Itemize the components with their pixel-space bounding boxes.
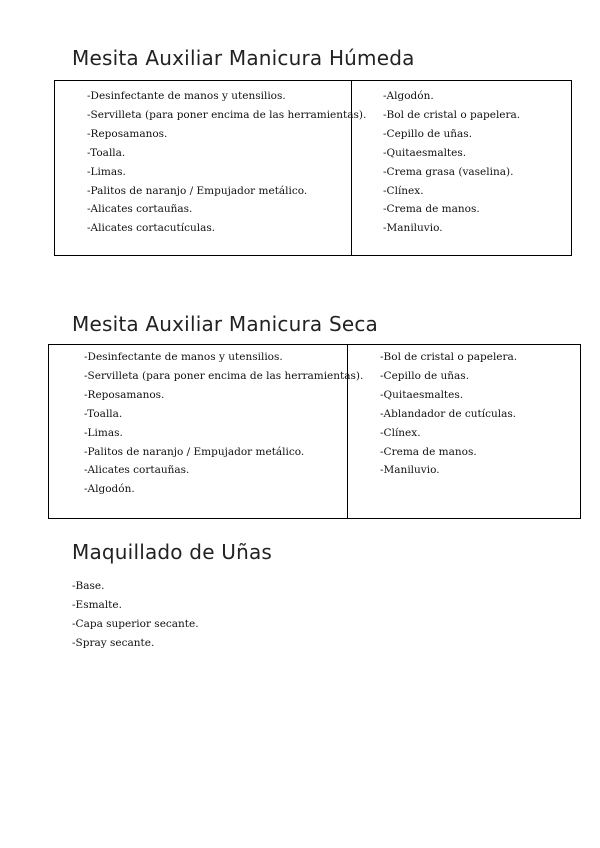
list-item: -Maniluvio.	[383, 222, 443, 235]
list-item: -Clínex.	[380, 426, 421, 439]
list-item: -Limas.	[84, 426, 123, 439]
list-item: -Toalla.	[87, 146, 126, 159]
list-item: -Spray secante.	[72, 636, 155, 649]
table-humeda-right-column	[352, 81, 571, 255]
list-seca-left	[84, 348, 364, 499]
section-title-seca: Mesita Auxiliar Manicura Seca	[72, 312, 378, 336]
list-maquillado	[72, 577, 199, 653]
list-item: -Bol de cristal o papelera.	[380, 351, 518, 363]
list-item: -Base.	[72, 580, 105, 592]
list-item: -Quitaesmaltes.	[383, 146, 467, 159]
list-item: -Ablandador de cutículas.	[380, 407, 517, 420]
list-item: -Servilleta (para poner encima de las herramientas).	[84, 369, 364, 382]
section-title-maquillado: Maquillado de Uñas	[72, 540, 273, 564]
list-item: -Esmalte.	[72, 598, 122, 611]
list-item: -Maniluvio.	[380, 464, 440, 477]
list-item: -Reposamanos.	[84, 388, 165, 401]
list-item: -Alicates cortacutículas.	[87, 222, 216, 235]
maquillado-list-container	[72, 577, 199, 653]
list-humeda-left	[87, 87, 367, 238]
list-item: -Bol de cristal o papelera.	[383, 108, 521, 121]
list-item: -Alicates cortauñas.	[84, 464, 190, 477]
table-humeda-left-column	[55, 81, 367, 255]
list-item: -Cepillo de uñas.	[380, 369, 470, 382]
list-item: -Servilleta (para poner encima de las herramientas).	[87, 108, 367, 121]
section-title-humeda: Mesita Auxiliar Manicura Húmeda	[72, 46, 415, 70]
list-item: -Capa superior secante.	[72, 617, 199, 630]
list-item: -Cepillo de uñas.	[383, 127, 473, 140]
table-humeda	[54, 80, 572, 256]
table-seca	[48, 344, 581, 519]
list-item: -Crema de manos.	[383, 203, 480, 216]
list-item: -Crema grasa (vaselina).	[383, 165, 514, 178]
list-item: -Clínex.	[383, 184, 424, 197]
list-item: -Toalla.	[84, 407, 123, 420]
list-seca-right	[380, 348, 580, 480]
list-item: -Palitos de naranjo / Empujador metálico.	[87, 184, 308, 197]
list-item: -Algodón.	[84, 483, 135, 496]
list-item: -Limas.	[87, 165, 126, 178]
list-item: -Alicates cortauñas.	[87, 203, 193, 216]
list-item: -Reposamanos.	[87, 127, 168, 140]
list-item: -Palitos de naranjo / Empujador metálico.	[84, 445, 305, 458]
list-item: -Quitaesmaltes.	[380, 388, 464, 401]
table-seca-left-column	[49, 345, 364, 518]
table-seca-right-column	[348, 345, 580, 518]
list-humeda-right	[383, 87, 571, 238]
list-item: -Crema de manos.	[380, 445, 477, 458]
list-item: -Desinfectante de manos y utensilios.	[84, 351, 283, 363]
list-item: -Algodón.	[383, 90, 434, 102]
list-item: -Desinfectante de manos y utensilios.	[87, 90, 286, 102]
